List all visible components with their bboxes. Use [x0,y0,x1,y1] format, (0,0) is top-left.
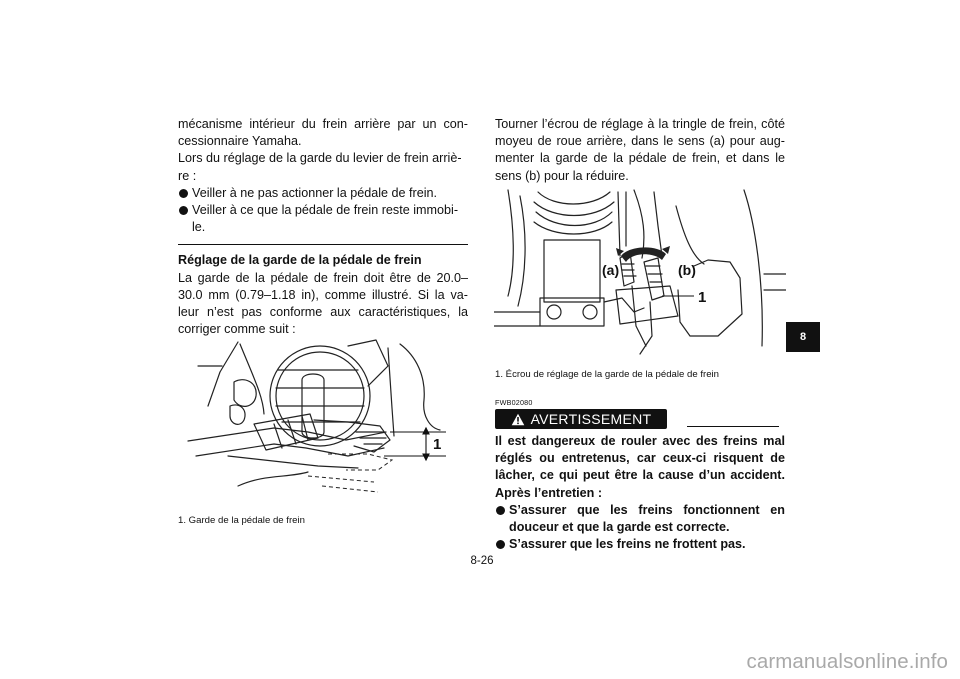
brake-pedal-illustration [178,336,470,501]
bullet-text: S’assurer que les freins fonctionnent en douceur et que la garde est correcte. [509,502,785,535]
warning-triangle-icon [511,413,525,426]
adjusting-nut-illustration [494,186,786,356]
warning-header [495,409,785,429]
bullet-icon [496,540,505,549]
bullet-text: Veiller à ce que la pédale de frein reste immobi-le. [192,203,459,235]
watermark: carmanualsonline.info [746,650,948,673]
direction-a-label: (a) [602,262,620,278]
figure-callout-1: 1 [433,436,442,453]
adjust-note-paragraph: Lors du réglage de la garde du levier de frein arriè-re : [178,151,462,183]
figure-callout-1: 1 [698,289,707,306]
page-number: 8-26 [470,555,494,567]
list-item [178,185,468,202]
bullet-icon [179,189,188,198]
bullet-text: S’assurer que les freins ne frottent pas. [509,537,746,552]
left-column [178,116,468,338]
bullet-icon [496,506,505,515]
list-item [495,502,785,536]
adjust-instruction-paragraph: Tourner l’écrou de réglage à la tringle de frein, côté moyeu de roue arrière, dans le sens (a) pour aug-menter la garde de la pédale de frein, et dans le sens (b) pour la réduire. [495,117,785,183]
warning-label: AVERTISSEMENT [530,411,652,427]
warning-badge [495,409,667,429]
right-column [495,116,785,185]
list-item [178,202,468,236]
intro-paragraph: mécanisme intérieur du frein arrière par un con-cessionnaire Yamaha. [178,117,468,149]
direction-b-label: (b) [678,262,696,278]
warning-rule [687,426,779,427]
left-figure-caption: 1. Garde de la pédale de frein [178,515,305,526]
right-figure-caption: 1. Écrou de réglage de la garde de la pédale de frein [495,369,720,380]
bullet-icon [179,206,188,215]
list-item [495,536,785,553]
chapter-tab: 8 [786,322,820,352]
section-heading: Réglage de la garde de la pédale de frein [178,253,422,268]
spec-paragraph: La garde de la pédale de frein doit être de 20.0–30.0 mm (0.79–1.18 in), comme illustré. Si la va-leur n’est pas conforme aux caractéristiques, la corriger comme suit : [178,270,468,337]
warning-body [495,433,785,553]
bullet-text: Veiller à ne pas actionner la pédale de frein. [192,185,438,200]
section-divider [178,244,468,245]
warning-code: FWB02080 [495,398,533,407]
warning-paragraph: Il est dangereux de rouler avec des freins mal réglés ou entretenus, car ceux-ci risquent de lâcher, ce qui peut être la cause d’un accident. Après l’entretien : [495,434,785,500]
